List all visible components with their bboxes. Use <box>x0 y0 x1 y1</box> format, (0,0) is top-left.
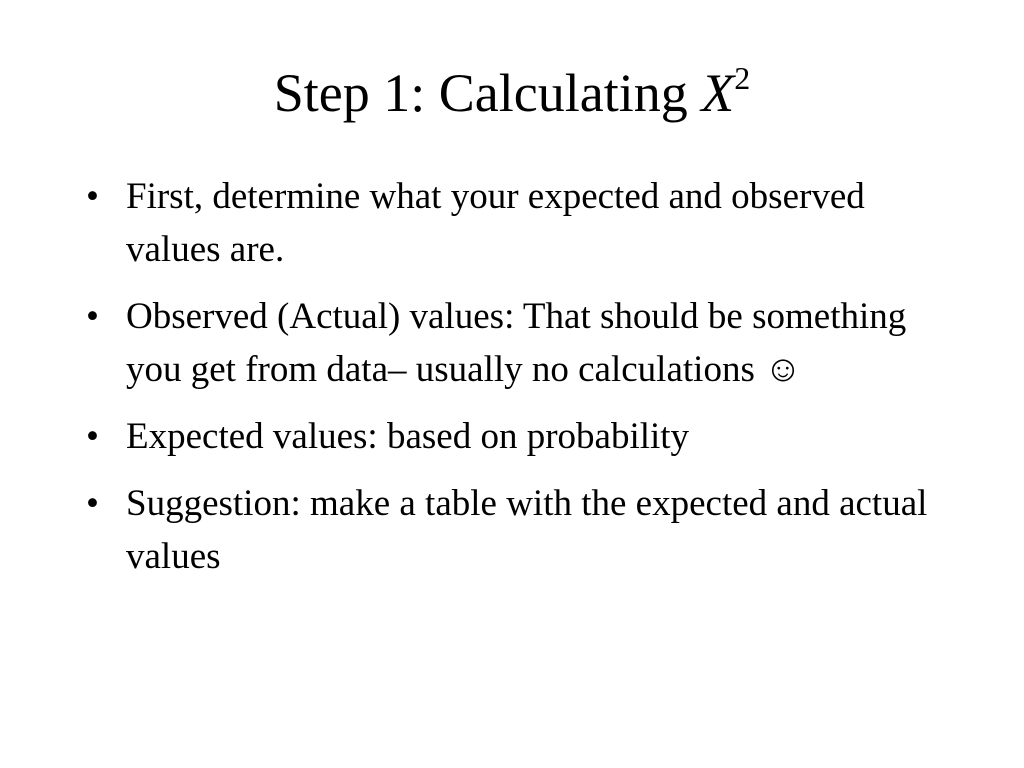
bullet-text: First, determine what your expected and observed values are. <box>126 176 865 270</box>
bullet-dot: • <box>86 483 99 524</box>
title-variable: X <box>701 63 735 123</box>
bullet-text: Expected values: based on probability <box>126 416 690 457</box>
bullet-text: Suggestion: make a table with the expected and actual values <box>126 483 928 577</box>
bullet-list <box>86 170 946 597</box>
bullet-item <box>86 290 946 396</box>
bullet-item <box>86 410 946 463</box>
bullet-dot: • <box>86 296 99 337</box>
bullet-dot: • <box>86 176 99 217</box>
title-text: Step 1: Calculating <box>273 63 702 123</box>
bullet-text: Observed (Actual) values: That should be something you get from data– usually no calculations ☺ <box>126 296 907 390</box>
bullet-item <box>86 477 946 583</box>
slide-title <box>0 58 1024 135</box>
title-superscript: 2 <box>734 60 751 96</box>
bullet-item <box>86 170 946 276</box>
bullet-dot: • <box>86 416 99 457</box>
